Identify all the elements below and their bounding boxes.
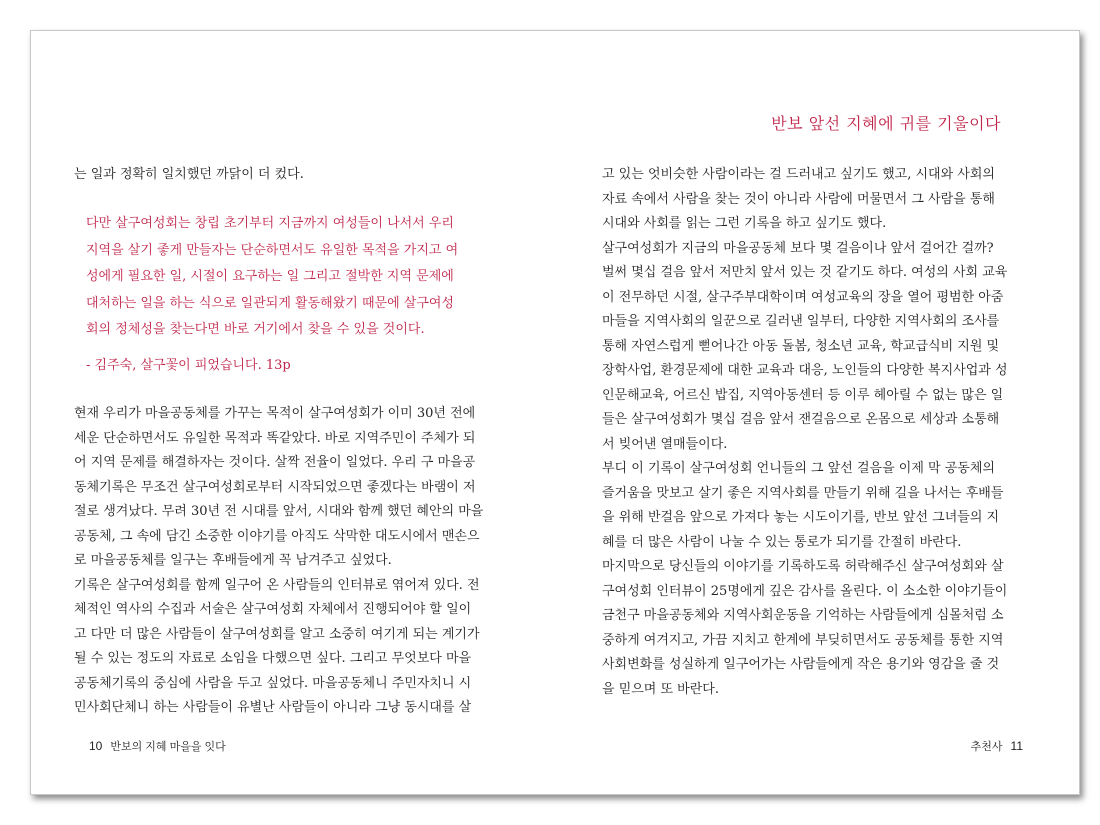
body-line: 는 일과 정확히 일치했던 까닭이 더 컸다. xyxy=(74,167,304,182)
quote-line: 지역을 살기 좋게 만들자는 단순하면서도 유일한 목적을 가지고 여 xyxy=(86,242,459,258)
left-folio xyxy=(89,738,226,754)
body-line: 어 지역 문제를 해결하자는 것이다. 살짝 전율이 일었다. 우리 구 마을공 xyxy=(74,455,476,470)
body-line: 혜를 더 많은 사람이 나눌 수 있는 통로가 되기를 간절히 바란다. xyxy=(602,534,962,550)
body-line: 마들을 지역사회의 일꾼으로 길러낸 일부터, 다양한 지역사회의 조사를 xyxy=(602,314,1000,329)
block-quote xyxy=(86,211,476,344)
body-line: 사회변화를 성실하게 일구어가는 사람들에게 작은 용기와 영감을 줄 것 xyxy=(602,657,1000,672)
body-line: 통해 자연스럽게 뻗어나간 아동 돌봄, 청소년 교육, 학교급식비 지원 및 xyxy=(602,338,1000,354)
body-line: 절로 생겨났다. 무려 30년 전 시대를 앞서, 시대와 함께 했던 혜안의 마을 xyxy=(74,504,484,519)
body-line: 현재 우리가 마을공동체를 가꾸는 목적이 살구여성회가 이미 30년 전에 xyxy=(74,406,476,421)
quote-line: 대처하는 일을 하는 식으로 일관되게 활동해왔기 때문에 살구여성 xyxy=(86,295,454,311)
body-line: 로 마을공동체를 일구는 후배들에게 꼭 남겨주고 싶었다. xyxy=(74,553,392,568)
body-line: 고 다만 더 많은 사람들이 살구여성회를 알고 소중히 여기게 되는 계기가 xyxy=(74,626,480,642)
page-number: 10 xyxy=(89,739,103,753)
body-line: 기록은 살구여성회를 함께 일구어 온 사람들의 인터뷰로 엮어져 있다. 전 xyxy=(74,577,480,593)
body-line: 들은 살구여성회가 몇십 걸음 앞서 잰걸음으로 온몸으로 세상과 소통해 xyxy=(602,412,1000,427)
body-line: 즐거움을 맛보고 살기 좋은 지역사회를 만들기 위해 길을 나서는 후배들 xyxy=(602,485,1004,501)
body-line: 세운 단순하면서도 유일한 목적과 똑같았다. 바로 지역주민이 주체가 되 xyxy=(74,430,476,446)
book-title: 반보의 지혜 마을을 잇다 xyxy=(110,741,226,753)
right-page xyxy=(556,31,1081,794)
body-line: 공동체, 그 속에 담긴 소중한 이야기를 아직도 삭막한 대도시에서 맨손으 xyxy=(74,528,480,544)
quote-line: 다만 살구여성회는 창립 초기부터 지금까지 여성들이 나서서 우리 xyxy=(86,216,454,231)
left-body-text xyxy=(74,402,492,721)
body-line: 살구여성회가 지금의 마을공동체 보다 몇 걸음이나 앞서 걸어간 걸까? xyxy=(602,240,994,256)
section-title: 추천사 xyxy=(970,741,1003,753)
quote-line: 회의 정체성을 찾는다면 바로 거기에서 찾을 수 있을 것이다. xyxy=(86,322,425,337)
body-line: 중하게 여겨지고, 가끔 지치고 한계에 부딪히면서도 공동체를 통한 지역 xyxy=(602,632,1004,648)
body-line: 인문해교육, 어르신 밥집, 지역아동센터 등 이루 헤아릴 수 없는 많은 일 xyxy=(602,387,1004,403)
body-line: 을 위해 반걸음 앞으로 가져다 놓는 시도이기를, 반보 앞선 그녀들의 지 xyxy=(602,510,1000,525)
body-line: 금천구 마을공동체와 지역사회운동을 기억하는 사람들에게 심몰처럼 소 xyxy=(602,608,1004,623)
book-spread xyxy=(30,30,1080,795)
body-line: 부디 이 기록이 살구여성회 언니들의 그 앞선 걸음을 이제 막 공동체의 xyxy=(602,461,995,476)
page-number: 11 xyxy=(1010,739,1023,753)
body-line: 공동체기록의 중심에 사람을 두고 싶었다. 마을공동체니 주민자치니 시 xyxy=(74,675,472,691)
body-line: 벌써 몇십 걸음 앞서 저만치 앞서 있는 것 같기도 하다. 여성의 사회 교육 xyxy=(602,265,1008,280)
body-line: 될 수 있는 정도의 자료로 소임을 다했으면 싶다. 그리고 무엇보다 마을 xyxy=(74,651,472,666)
quote-attribution: - 김주숙, 살구꽃이 피었습니다. 13p xyxy=(86,358,291,373)
body-line: 자료 속에서 사람을 찾는 것이 아니라 사람에 머물면서 그 사람을 통해 xyxy=(602,191,995,207)
left-page xyxy=(31,31,556,794)
body-line: 을 믿으며 또 바란다. xyxy=(602,681,719,697)
left-first-line xyxy=(74,163,492,188)
right-body-text xyxy=(602,163,1019,702)
body-line: 동체기록은 무조건 살구여성회로부터 시작되었으면 좋겠다는 바램이 저 xyxy=(74,479,476,495)
right-folio xyxy=(971,738,1023,754)
body-line: 고 있는 엇비슷한 사람이라는 걸 드러내고 싶기도 했고, 시대와 사회의 xyxy=(602,167,995,182)
body-line: 구여성회 인터뷰이 25명에게 깊은 감사를 올린다. 이 소소한 이야기들이 xyxy=(602,583,1008,599)
body-line: 마지막으로 당신들의 이야기를 기록하도록 허락해주신 살구여성회와 살 xyxy=(602,559,1004,574)
quote-line: 성에게 필요한 일, 시절이 요구하는 일 그리고 절박한 지역 문제에 xyxy=(86,269,454,284)
body-line: 시대와 사회를 읽는 그런 기록을 하고 싶기도 했다. xyxy=(602,216,887,231)
body-line: 체적인 역사의 수집과 서술은 살구여성회 자체에서 진행되어야 할 일이 xyxy=(74,602,472,617)
body-line: 서 빚어낸 열매들이다. xyxy=(602,436,728,452)
body-line: 민사회단체니 하는 사람들이 유별난 사람들이 아니라 그냥 동시대를 살 xyxy=(74,700,472,715)
body-line: 이 전무하던 시절, 살구주부대학이며 여성교육의 장을 열어 평범한 아줌 xyxy=(602,289,1004,305)
body-line: 장학사업, 환경문제에 대한 교육과 대응, 노인들의 다양한 복지사업과 성 xyxy=(602,363,1008,378)
running-head: 반보 앞선 지혜에 귀를 기울이다 xyxy=(771,114,1001,133)
